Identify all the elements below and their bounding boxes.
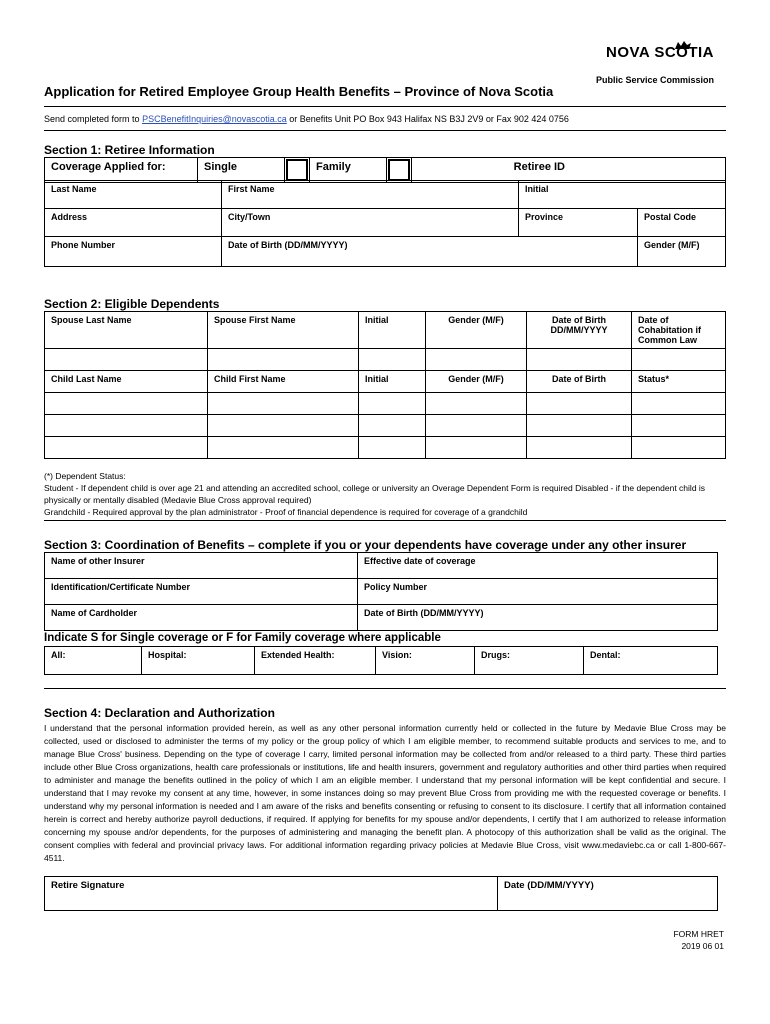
logo: NOVA SCOTIA xyxy=(605,44,714,61)
spouse-gender-header: Gender (M/F) xyxy=(426,312,527,349)
coordination-table xyxy=(44,552,718,631)
commission-name: Public Service Commission xyxy=(595,75,714,85)
child-last-name-header: Child Last Name xyxy=(45,371,208,393)
other-insurer-field[interactable]: Name of other Insurer xyxy=(45,553,358,579)
coverage-label: Coverage Applied for: xyxy=(45,158,198,183)
single-label: Single xyxy=(198,158,285,183)
single-checkbox[interactable] xyxy=(285,158,310,183)
cardholder-dob-field[interactable]: Date of Birth (DD/MM/YYYY) xyxy=(358,605,718,631)
coverage-all-field[interactable]: All: xyxy=(45,647,142,675)
phone-field[interactable]: Phone Number xyxy=(45,237,222,267)
child-initial-header: Initial xyxy=(359,371,426,393)
divider xyxy=(44,130,726,131)
city-field[interactable]: City/Town xyxy=(222,209,519,237)
form-id: FORM HRET 2019 06 01 xyxy=(673,929,724,951)
dependents-table xyxy=(44,311,726,459)
table-row[interactable] xyxy=(45,437,726,459)
coverage-extended-health-field[interactable]: Extended Health: xyxy=(255,647,376,675)
province-field[interactable]: Province xyxy=(518,209,637,237)
section1-heading: Section 1: Retiree Information xyxy=(44,143,215,157)
dependent-status-notes: (*) Dependent Status: Student - If dependent child is over age 21 and attending an accredited school, college or university an Overage Dependent Form is required Disabled - if the dependent child is physically or mentally disabled (Medavie Blue Cross approval required) Grandchild - Required approval by the plan administrator - Proof of financial dependence is required for coverage of a grandchild xyxy=(44,471,706,517)
child-first-name-header: Child First Name xyxy=(208,371,359,393)
table-row[interactable] xyxy=(45,415,726,437)
divider xyxy=(44,106,726,107)
send-instructions: Send completed form to PSCBenefitInquiries@novascotia.ca or Benefits Unit PO Box 943 Halifax NS B3J 2V9 or Fax 902 424 0756 xyxy=(44,114,569,124)
spouse-dob-header: Date of Birth DD/MM/YYYY xyxy=(527,312,632,349)
divider xyxy=(44,520,726,521)
cardholder-name-field[interactable]: Name of Cardholder xyxy=(45,605,358,631)
signature-field[interactable]: Retire Signature xyxy=(45,877,498,911)
section2-heading: Section 2: Eligible Dependents xyxy=(44,297,220,311)
gender-field[interactable]: Gender (M/F) xyxy=(637,237,725,267)
signature-table xyxy=(44,876,718,911)
divider xyxy=(44,688,726,689)
postal-field[interactable]: Postal Code xyxy=(637,209,725,237)
spouse-cohabitation-header: Date of Cohabitation if Common Law xyxy=(632,312,726,349)
certificate-number-field[interactable]: Identification/Certificate Number xyxy=(45,579,358,605)
table-row[interactable] xyxy=(45,393,726,415)
table-row[interactable] xyxy=(45,349,726,371)
first-name-field[interactable]: First Name xyxy=(222,181,519,209)
page-title: Application for Retired Employee Group Health Benefits – Province of Nova Scotia xyxy=(44,84,554,99)
spouse-last-name-header: Spouse Last Name xyxy=(45,312,208,349)
child-gender-header: Gender (M/F) xyxy=(426,371,527,393)
coverage-type-table xyxy=(44,646,718,675)
signature-date-field[interactable]: Date (DD/MM/YYYY) xyxy=(498,877,718,911)
effective-date-field[interactable]: Effective date of coverage xyxy=(358,553,718,579)
section3-heading: Section 3: Coordination of Benefits – complete if you or your dependents have coverage under any other insurer xyxy=(44,538,687,552)
address-field[interactable]: Address xyxy=(45,209,222,237)
section4-heading: Section 4: Declaration and Authorization xyxy=(44,706,275,720)
spouse-first-name-header: Spouse First Name xyxy=(208,312,359,349)
last-name-field[interactable]: Last Name xyxy=(45,181,222,209)
child-status-header: Status* xyxy=(632,371,726,393)
coverage-dental-field[interactable]: Dental: xyxy=(584,647,718,675)
spouse-initial-header: Initial xyxy=(359,312,426,349)
declaration-text: I understand that the personal information provided herein, as well as any other personal information currently held or collected in the future by Medavie Blue Cross may be collected, used or disclosed to administer the terms of my policy or the group policy of which I am eligible member, to recommend suitable products and services to me, and to manage Blue Cross' business. Depending on the type of coverage I carry, limited personal information may be collected from and/or released to a third party. These third parties include other Blue Cross organizations, health care professionals or institutions, life and health insurers, government and regulatory authorities and other third parties when required to administer and manage the benefits outlined in the policy of which I am an eligible member. I understand that my personal information will be kept confidential and secure. I understand that I may revoke my consent at any time, however, in some instances doing so may prevent Blue Cross from providing me with the requested coverage or benefits. I understand why my personal information is needed and I am aware of the risks and benefits consenting or refusing to consent to its disclosure. I certify that all information contained herein is correct and hereby authorize payroll deductions, if required. If applying for benefits for my spouse and/or dependents, I certify that I am authorized to release information concerning my spouse and/or dependents, for the purposes of administering and managing the benefit plan. A photocopy of this authorization shall be valid as the original. The consent complies with federal and provincial privacy laws. For additional information regarding privacy policies at Medavie Blue Cross, visit www.medaviebc.ca or call 1-800-667-4511. xyxy=(44,723,726,863)
family-checkbox[interactable] xyxy=(387,158,412,183)
coverage-hospital-field[interactable]: Hospital: xyxy=(142,647,255,675)
email-link[interactable]: PSCBenefitInquiries@novascotia.ca xyxy=(142,114,287,124)
child-dob-header: Date of Birth xyxy=(527,371,632,393)
retiree-id-field[interactable]: Retiree ID xyxy=(412,158,726,183)
coverage-vision-field[interactable]: Vision: xyxy=(376,647,475,675)
family-label: Family xyxy=(310,158,387,183)
retiree-table xyxy=(44,180,726,267)
policy-number-field[interactable]: Policy Number xyxy=(358,579,718,605)
initial-field[interactable]: Initial xyxy=(518,181,725,209)
coverage-drugs-field[interactable]: Drugs: xyxy=(475,647,584,675)
coverage-indicator-heading: Indicate S for Single coverage or F for Family coverage where applicable xyxy=(44,632,441,644)
dob-field[interactable]: Date of Birth (DD/MM/YYYY) xyxy=(222,237,638,267)
